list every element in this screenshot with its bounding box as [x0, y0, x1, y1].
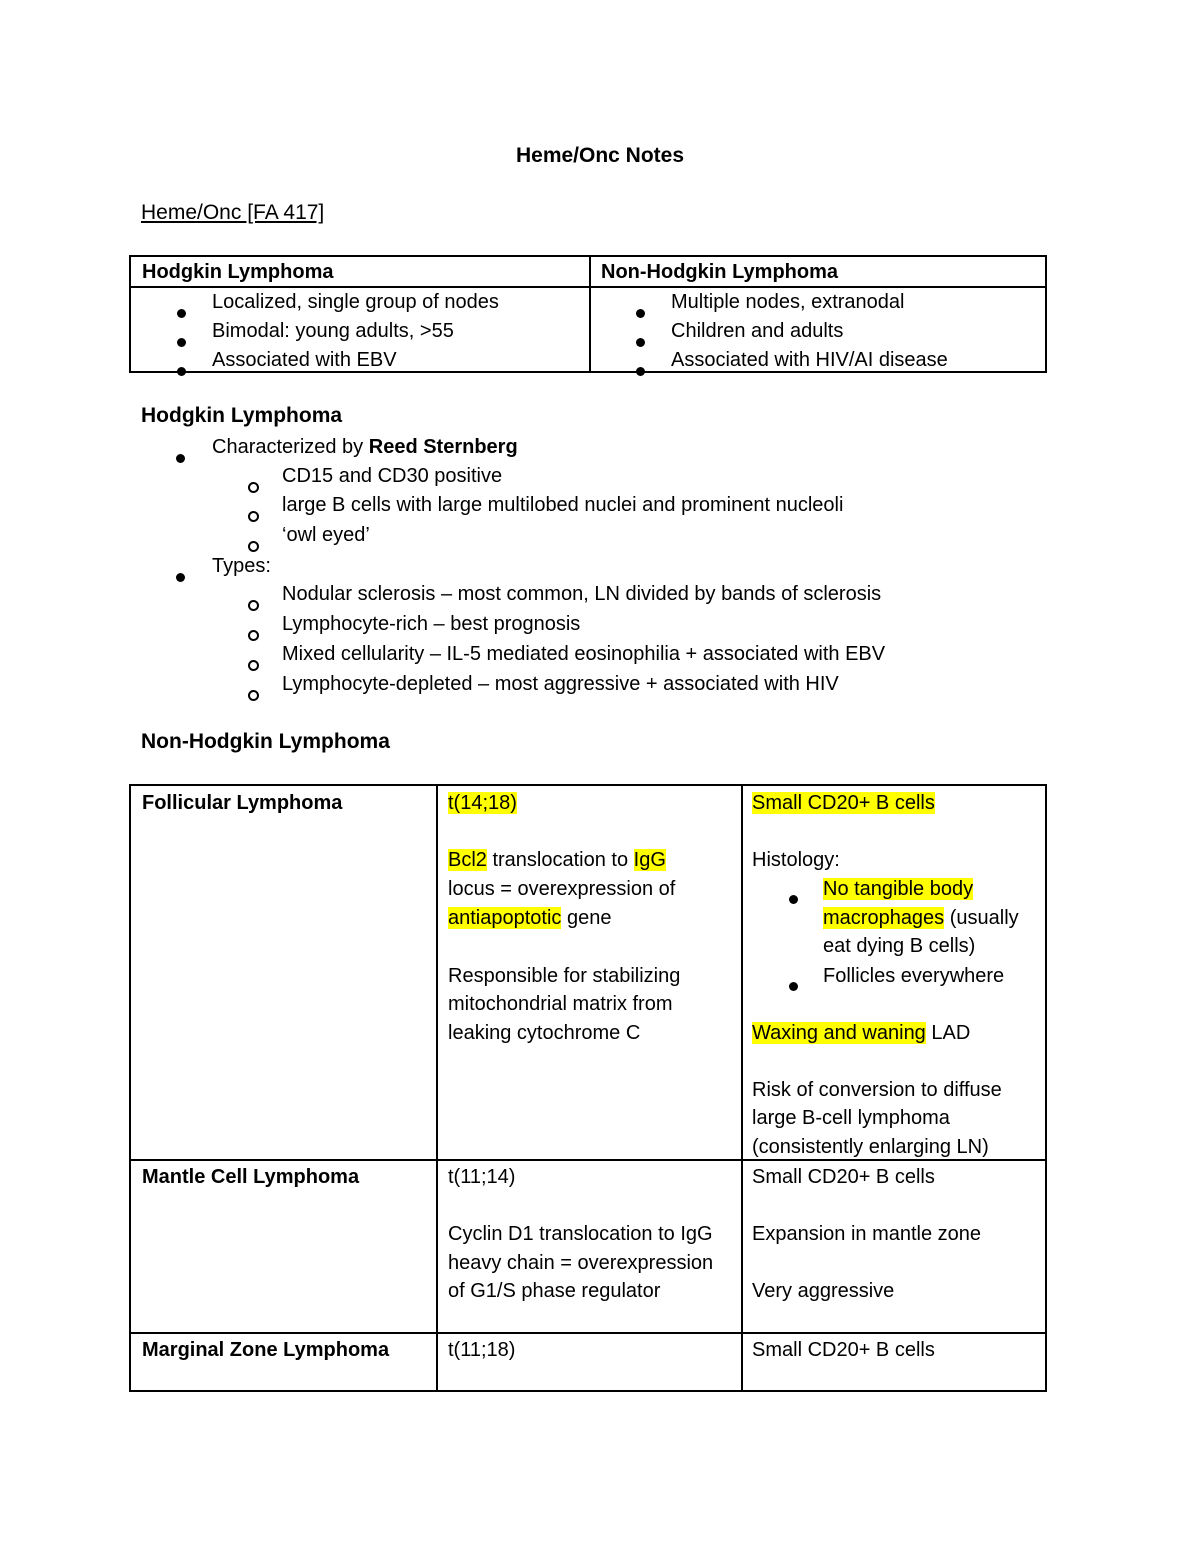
- gene-detail: leaking cytochrome C: [448, 1022, 641, 1044]
- list-item: ‘owl eyed’: [282, 524, 370, 546]
- gene-detail: Bcl2 translocation to IgG: [448, 849, 666, 871]
- bullet-icon: [177, 309, 186, 318]
- table-divider: [741, 786, 743, 1390]
- bullet-icon: [636, 367, 645, 376]
- table-header-non-hodgkin: Non-Hodgkin Lymphoma: [601, 261, 839, 283]
- bullet-icon: [789, 895, 798, 904]
- list-item: Nodular sclerosis – most common, LN divided by bands of sclerosis: [282, 583, 882, 605]
- list-item: Types:: [212, 555, 271, 577]
- sub-bullet-icon: [248, 482, 259, 493]
- list-item: No tangible body: [823, 878, 974, 900]
- gene-detail: mitochondrial matrix from: [448, 993, 673, 1015]
- sub-bullet-icon: [248, 690, 259, 701]
- clinical-note: Risk of conversion to diffuse: [752, 1079, 1002, 1101]
- page-title: Heme/Onc Notes: [515, 144, 685, 167]
- comparison-table: [129, 255, 1047, 373]
- bullet-icon: [177, 367, 186, 376]
- table-divider: [589, 257, 591, 371]
- gene-detail: of G1/S phase regulator: [448, 1280, 661, 1302]
- bullet-icon: [176, 573, 185, 582]
- translocation-label: t(11;14): [448, 1166, 516, 1188]
- cell-type: Small CD20+ B cells: [752, 1166, 935, 1188]
- sub-bullet-icon: [248, 600, 259, 611]
- clinical-note: Expansion in mantle zone: [752, 1223, 982, 1245]
- list-item: macrophages (usually: [823, 907, 1019, 929]
- table-divider: [131, 1332, 1045, 1334]
- bullet-icon: [177, 338, 186, 347]
- row-name-marginal: Marginal Zone Lymphoma: [142, 1339, 390, 1361]
- sub-bullet-icon: [248, 511, 259, 522]
- cell-type: Small CD20+ B cells: [752, 1339, 935, 1361]
- list-item: Localized, single group of nodes: [212, 291, 499, 313]
- translocation-label: t(11;18): [448, 1339, 516, 1361]
- bullet-icon: [636, 309, 645, 318]
- hodgkin-heading: Hodgkin Lymphoma: [141, 404, 343, 427]
- list-item: Mixed cellularity – IL-5 mediated eosinophilia + associated with EBV: [282, 643, 886, 665]
- histology-label: Histology:: [752, 849, 840, 871]
- gene-detail: locus = overexpression of: [448, 878, 676, 900]
- sub-bullet-icon: [248, 630, 259, 641]
- list-item: eat dying B cells): [823, 935, 976, 957]
- table-header-hodgkin: Hodgkin Lymphoma: [142, 261, 334, 283]
- list-item: Characterized by Reed Sternberg: [212, 436, 518, 458]
- clinical-note: Very aggressive: [752, 1280, 895, 1302]
- bullet-icon: [176, 454, 185, 463]
- list-item: Associated with HIV/AI disease: [671, 349, 948, 371]
- list-item: Follicles everywhere: [823, 965, 1005, 987]
- list-item: Children and adults: [671, 320, 844, 342]
- sub-bullet-icon: [248, 541, 259, 552]
- row-name-follicular: Follicular Lymphoma: [142, 792, 343, 814]
- list-item: large B cells with large multilobed nuclei and prominent nucleoli: [282, 494, 844, 516]
- clinical-note: Waxing and waning LAD: [752, 1022, 971, 1044]
- list-item: Lymphocyte-depleted – most aggressive + associated with HIV: [282, 673, 839, 695]
- translocation-label: t(14;18): [448, 792, 517, 814]
- bullet-icon: [636, 338, 645, 347]
- gene-detail: antiapoptotic gene: [448, 907, 612, 929]
- list-item: Associated with EBV: [212, 349, 397, 371]
- non-hodgkin-heading: Non-Hodgkin Lymphoma: [141, 730, 390, 753]
- row-name-mantle: Mantle Cell Lymphoma: [142, 1166, 360, 1188]
- clinical-note: large B-cell lymphoma: [752, 1107, 950, 1129]
- gene-detail: Responsible for stabilizing: [448, 965, 681, 987]
- list-item: Multiple nodes, extranodal: [671, 291, 905, 313]
- table-divider: [436, 786, 438, 1390]
- non-hodgkin-table: [129, 784, 1047, 1392]
- clinical-note: (consistently enlarging LN): [752, 1136, 989, 1158]
- section-subtitle: Heme/Onc [FA 417]: [141, 201, 325, 224]
- list-item: CD15 and CD30 positive: [282, 465, 503, 487]
- gene-detail: heavy chain = overexpression: [448, 1252, 714, 1274]
- list-item: Lymphocyte-rich – best prognosis: [282, 613, 581, 635]
- cell-type: Small CD20+ B cells: [752, 792, 935, 814]
- sub-bullet-icon: [248, 660, 259, 671]
- list-item: Bimodal: young adults, >55: [212, 320, 454, 342]
- gene-detail: Cyclin D1 translocation to IgG: [448, 1223, 713, 1245]
- bullet-icon: [789, 982, 798, 991]
